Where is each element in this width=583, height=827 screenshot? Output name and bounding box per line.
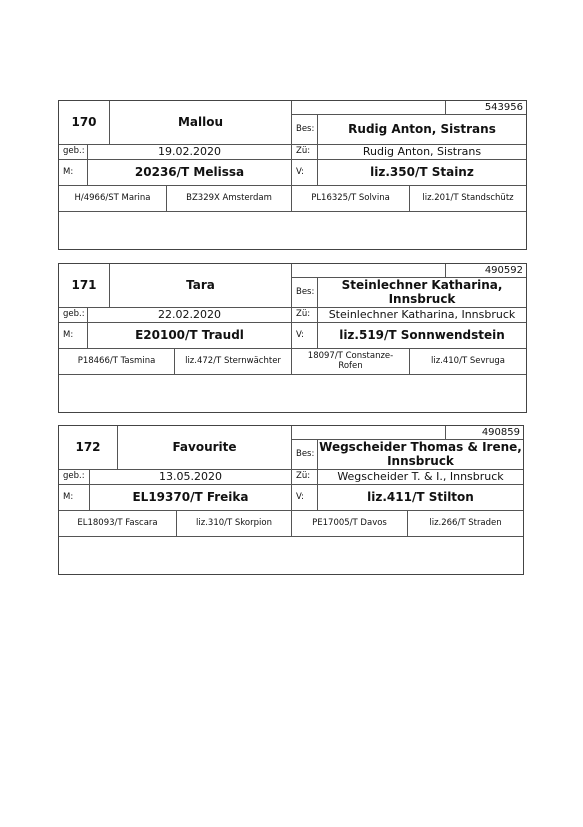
animal-name: Mallou [110,101,292,145]
birth-date: 22.02.2020 [88,308,292,323]
breeder-label: Zü: [292,470,318,485]
ancestor-mm: P18466/T Tasmina [59,349,175,375]
animal-name: Favourite [118,426,292,470]
entry-number: 171 [59,264,110,308]
breeder: Rudig Anton, Sistrans [318,145,526,160]
birth-date: 13.05.2020 [90,470,292,485]
birth-label: geb.: [59,308,88,323]
father-label: V: [292,485,318,511]
owner-label: Bes: [292,440,318,470]
ancestor-mf: liz.472/T Sternwächter [175,349,292,375]
ancestor-ff: liz.266/T Straden [408,511,523,537]
breeder: Steinlechner Katharina, Innsbruck [318,308,526,323]
father-label: V: [292,323,318,349]
birth-label: geb.: [59,145,88,160]
registration-number: 490592 [445,264,526,278]
father: liz.411/T Stilton [318,485,523,511]
owner-label: Bes: [292,278,318,308]
father: liz.519/T Sonnwendstein [318,323,526,349]
breeder-label: Zü: [292,308,318,323]
notes-area [59,212,526,249]
mother-label: M: [59,485,90,511]
mother: E20100/T Traudl [88,323,292,349]
ancestor-mm: EL18093/T Fascara [59,511,177,537]
father: liz.350/T Stainz [318,160,526,186]
record-card-172 [58,425,524,575]
ancestor-fm: PE17005/T Davos [292,511,408,537]
ancestor-mf: BZ329X Amsterdam [167,186,292,212]
ancestor-fm: PL16325/T Solvina [292,186,410,212]
owner-label: Bes: [292,115,318,145]
ancestor-ff: liz.410/T Sevruga [410,349,526,375]
notes-area [59,537,523,574]
registration-number: 543956 [445,101,526,115]
mother-label: M: [59,323,88,349]
ancestor-mf: liz.310/T Skorpion [177,511,292,537]
animal-name: Tara [110,264,292,308]
owner: Steinlechner Katharina, Innsbruck [318,278,526,308]
birth-date: 19.02.2020 [88,145,292,160]
mother-label: M: [59,160,88,186]
mother: 20236/T Melissa [88,160,292,186]
ancestor-mm: H/4966/ST Marina [59,186,167,212]
owner: Rudig Anton, Sistrans [318,115,526,145]
father-label: V: [292,160,318,186]
entry-number: 170 [59,101,110,145]
ancestor-fm: 18097/T Constanze-Rofen [292,349,410,375]
mother: EL19370/T Freika [90,485,292,511]
entry-number: 172 [59,426,118,470]
record-card-170 [58,100,527,250]
breeder: Wegscheider T. & I., Innsbruck [318,470,523,485]
registration-number: 490859 [445,426,523,440]
notes-area [59,375,526,412]
breeder-label: Zü: [292,145,318,160]
record-card-171 [58,263,527,413]
ancestor-ff: liz.201/T Standschütz [410,186,526,212]
owner: Wegscheider Thomas & Irene, Innsbruck [318,440,523,470]
birth-label: geb.: [59,470,90,485]
